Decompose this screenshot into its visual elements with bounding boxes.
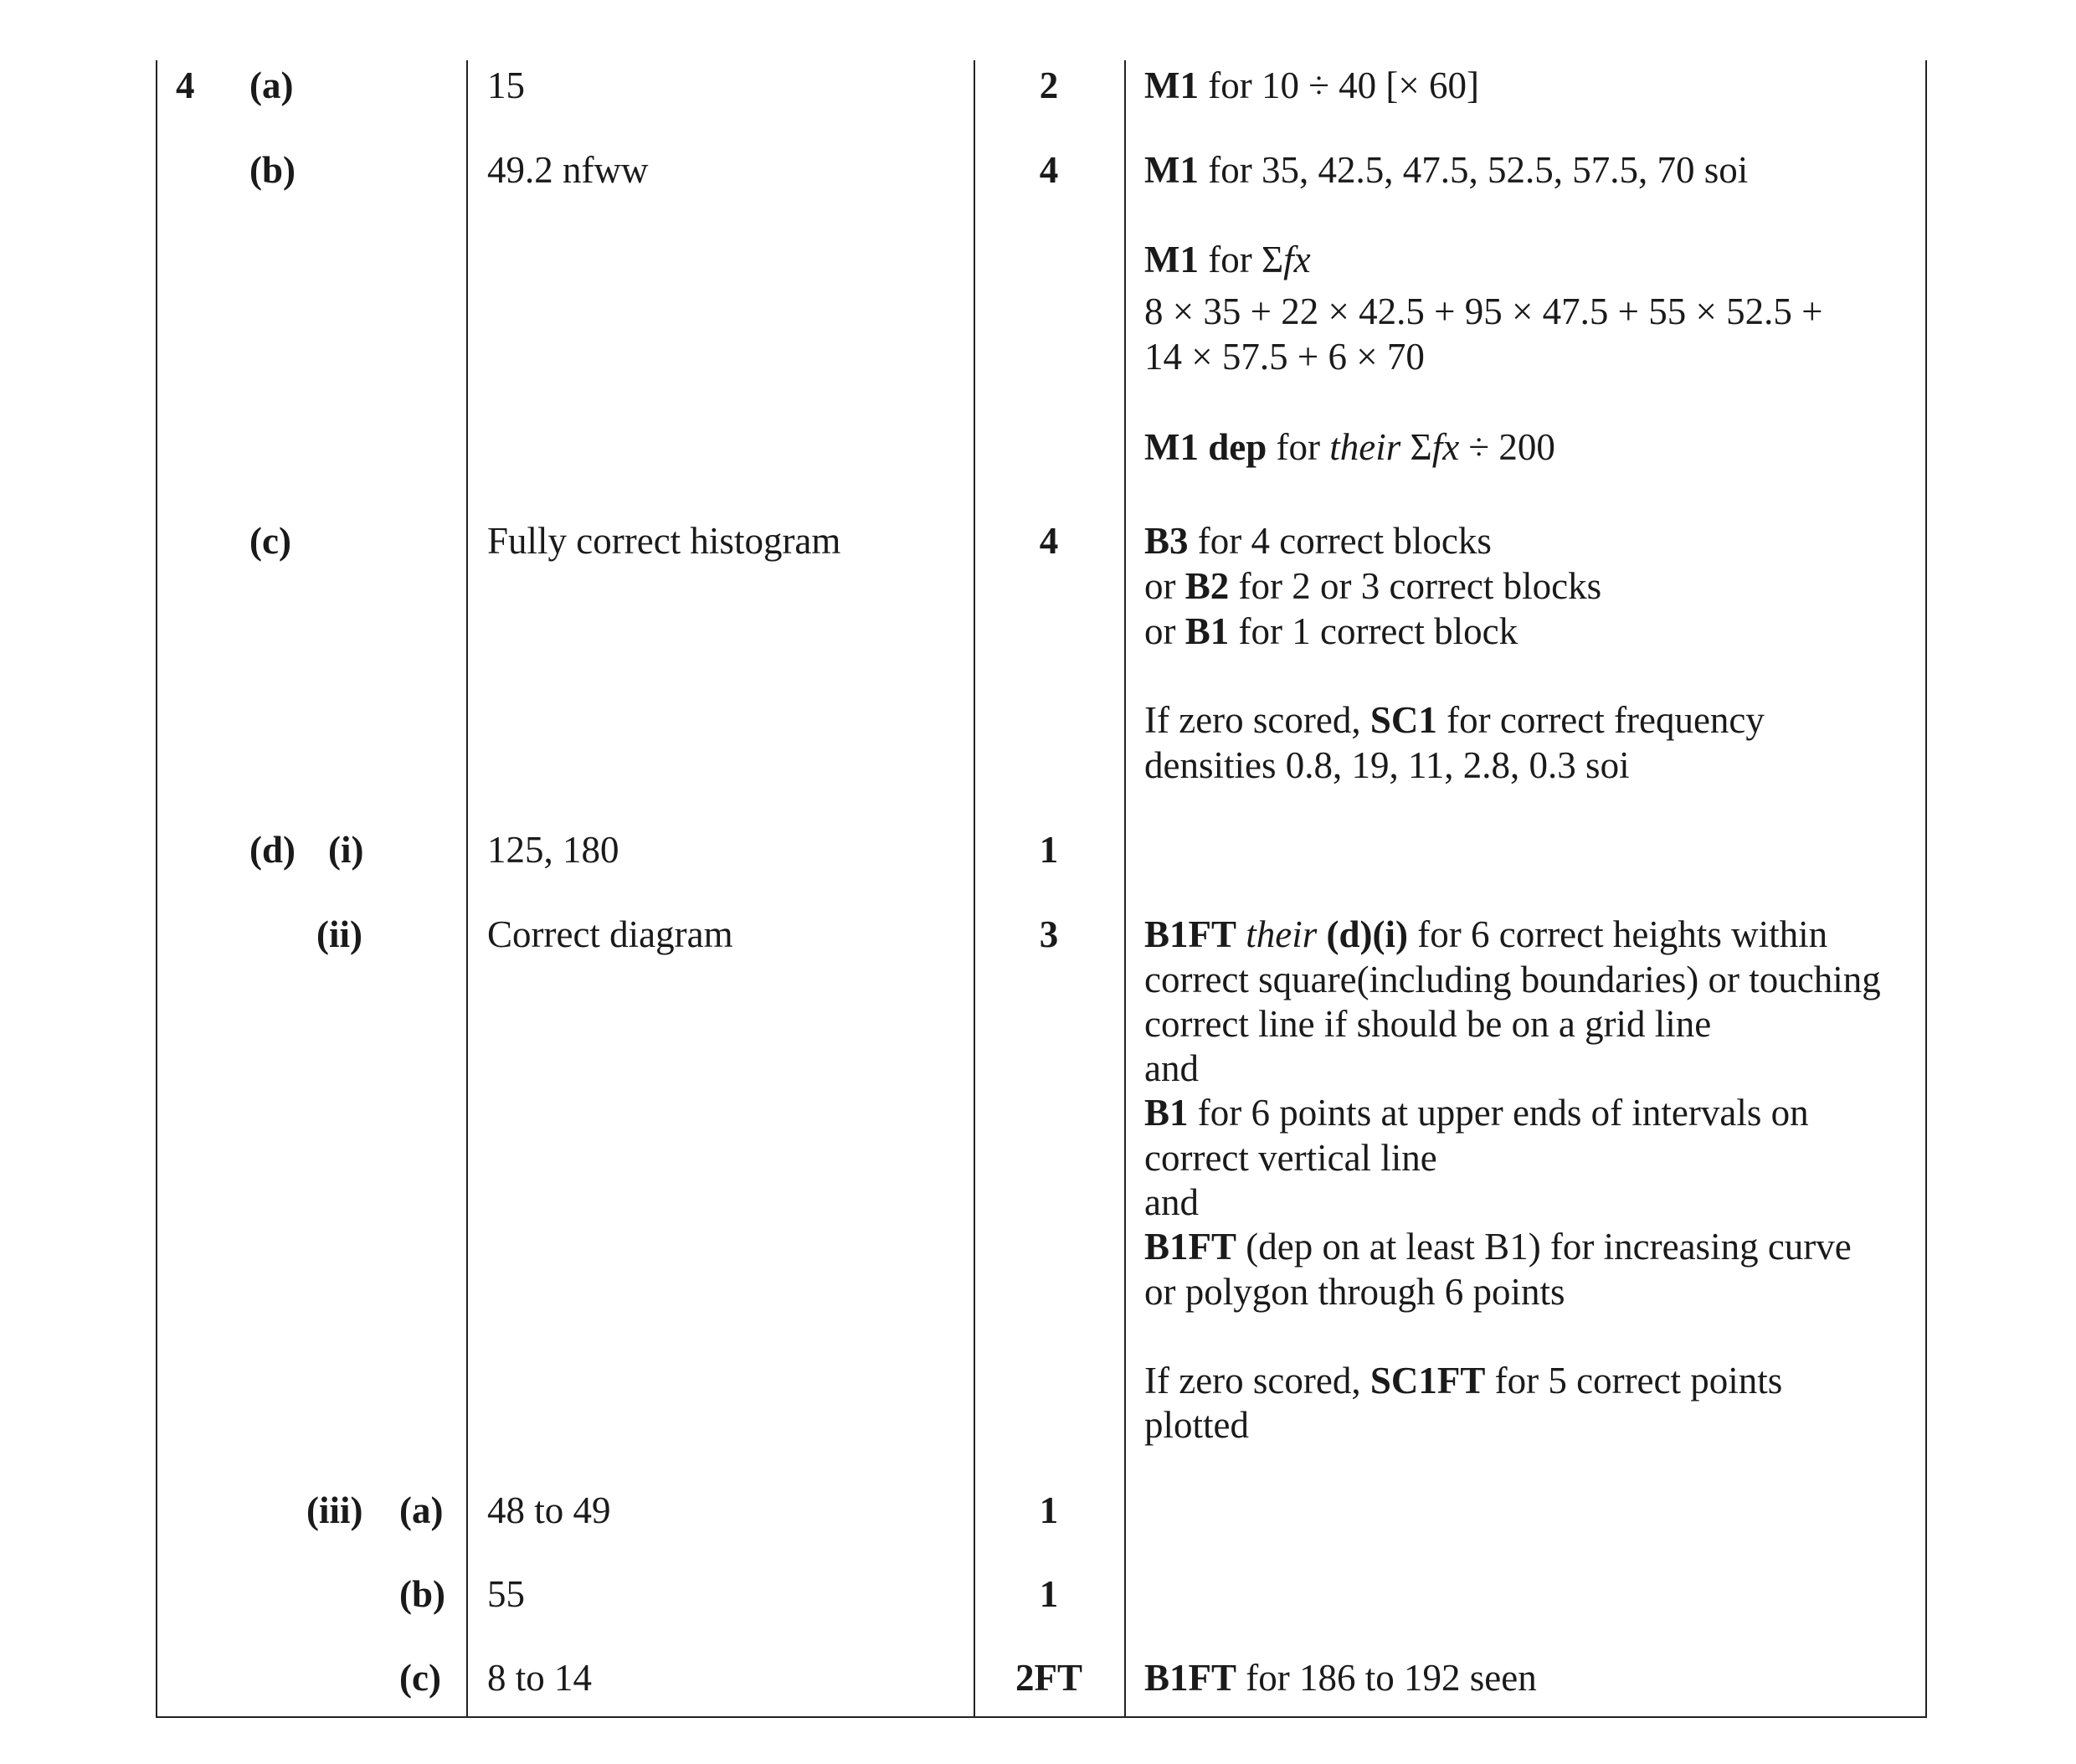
guidance-line: B1FT their (d)(i) for 6 correct heights within xyxy=(1144,913,1828,955)
part-label: (b) xyxy=(249,149,295,191)
guidance-line: If zero scored, SC1FT for 5 correct points xyxy=(1144,1360,1783,1401)
part-label: (d) xyxy=(249,829,295,871)
marks: 4 xyxy=(1039,520,1059,562)
guidance-line: and xyxy=(1144,1047,1199,1089)
column-divider-notes xyxy=(1124,60,1126,1718)
answer: 8 to 14 xyxy=(487,1657,593,1699)
part-label: (a) xyxy=(249,64,294,106)
guidance-line: or B2 for 2 or 3 correct blocks xyxy=(1144,565,1602,607)
column-divider-answer xyxy=(466,60,468,1718)
guidance-line: B1FT (dep on at least B1) for increasing curve xyxy=(1144,1226,1852,1268)
guidance-line: 8 × 35 + 22 × 42.5 + 95 × 47.5 + 55 × 52.5 + xyxy=(1144,291,1823,332)
guidance-line: M1 for 10 ÷ 40 [× 60] xyxy=(1144,64,1480,106)
marks: 1 xyxy=(1039,829,1059,871)
guidance-line: B1FT for 186 to 192 seen xyxy=(1144,1657,1537,1699)
marks: 2FT xyxy=(1015,1657,1082,1699)
guidance-line: M1 for 35, 42.5, 47.5, 52.5, 57.5, 70 soi xyxy=(1144,149,1749,191)
subsubpart-label: (a) xyxy=(399,1489,444,1531)
guidance-line: correct line if should be on a grid line xyxy=(1144,1003,1712,1045)
subpart-label: (iii) xyxy=(306,1489,363,1531)
guidance-line: plotted xyxy=(1144,1404,1249,1446)
column-divider-marks xyxy=(974,60,975,1718)
subsubpart-label: (b) xyxy=(399,1573,445,1615)
question-number: 4 xyxy=(176,64,195,106)
subsubpart-label: (c) xyxy=(399,1657,441,1699)
answer: Fully correct histogram xyxy=(487,520,841,562)
guidance-line: correct vertical line xyxy=(1144,1137,1437,1179)
guidance-line: B1 for 6 points at upper ends of intervals on xyxy=(1144,1092,1809,1134)
subpart-label: (i) xyxy=(328,829,364,871)
table-border-bottom xyxy=(156,1716,1927,1718)
guidance-line: B3 for 4 correct blocks xyxy=(1144,520,1492,562)
marks: 4 xyxy=(1039,149,1059,191)
answer: 125, 180 xyxy=(487,829,619,871)
answer: Correct diagram xyxy=(487,913,733,955)
guidance-line: 14 × 57.5 + 6 × 70 xyxy=(1144,336,1425,378)
guidance-line: or B1 for 1 correct block xyxy=(1144,610,1518,652)
guidance-line: M1 for Σfx xyxy=(1144,239,1311,280)
answer: 15 xyxy=(487,64,525,106)
subpart-label: (ii) xyxy=(316,913,362,955)
marks: 2 xyxy=(1039,64,1059,106)
guidance-line: densities 0.8, 19, 11, 2.8, 0.3 soi xyxy=(1144,744,1630,786)
table-border-left xyxy=(156,60,157,1718)
guidance-line: and xyxy=(1144,1181,1199,1223)
guidance-line: M1 dep for their Σfx ÷ 200 xyxy=(1144,426,1555,468)
answer: 49.2 nfww xyxy=(487,149,649,191)
table-border-right xyxy=(1925,60,1927,1718)
part-label: (c) xyxy=(249,520,291,562)
marks: 1 xyxy=(1039,1573,1059,1615)
marks: 3 xyxy=(1039,913,1059,955)
guidance-line: correct square(including boundaries) or touching xyxy=(1144,959,1881,1000)
marks: 1 xyxy=(1039,1489,1059,1531)
guidance-line: If zero scored, SC1 for correct frequency xyxy=(1144,699,1765,741)
guidance-line: or polygon through 6 points xyxy=(1144,1271,1565,1313)
answer: 48 to 49 xyxy=(487,1489,611,1531)
answer: 55 xyxy=(487,1573,525,1615)
